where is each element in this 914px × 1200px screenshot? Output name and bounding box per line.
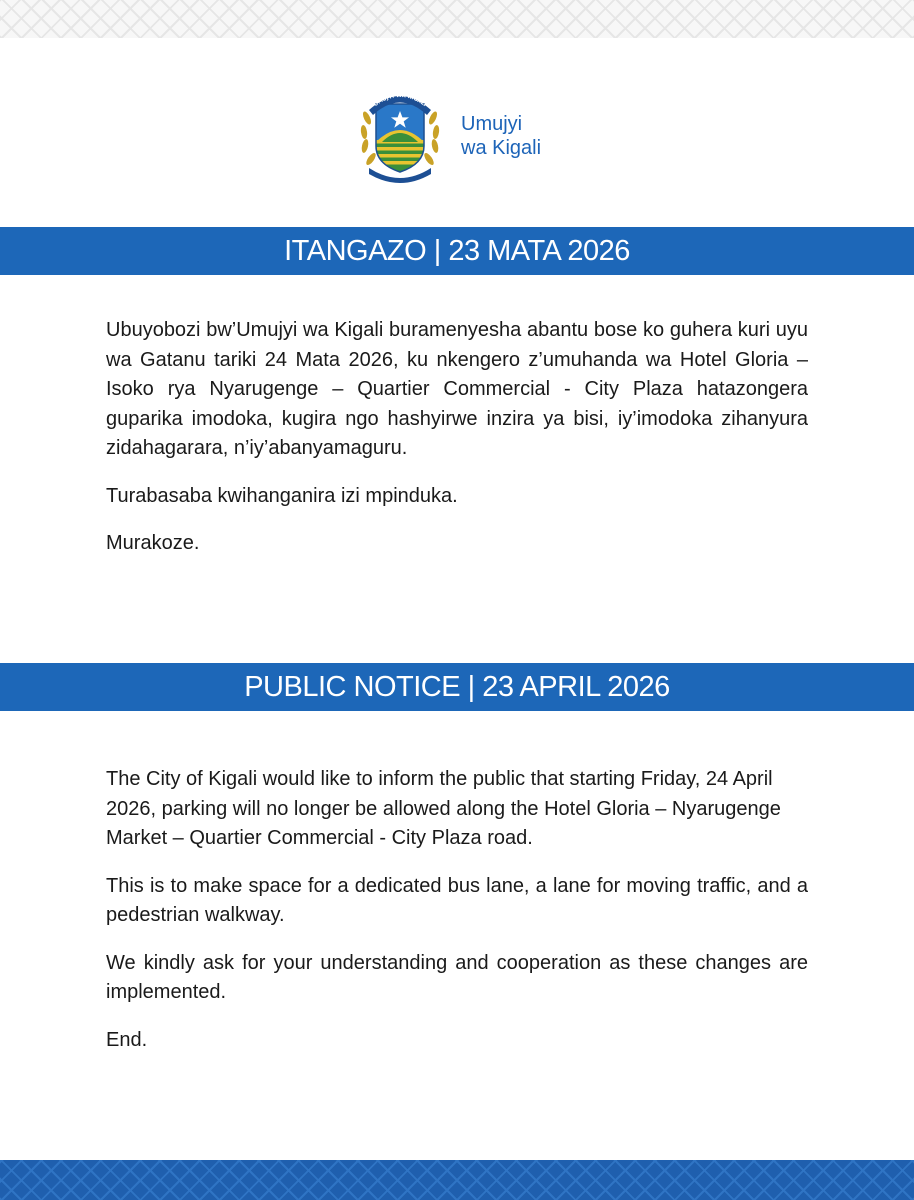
top-decorative-border [0,0,914,38]
city-name [461,112,541,160]
kinyarwanda-heading: ITANGAZO | 23 MATA 2026 [0,227,914,275]
svg-text:UMUJYI WA KIGALI: UMUJYI WA KIGALI [372,92,428,109]
english-paragraph-3: We kindly ask for your understanding and cooperation as these changes are implemented. [106,951,808,1003]
city-name-line1: Umujyi [461,113,523,135]
city-name-line2: wa Kigali [461,137,542,159]
english-heading: PUBLIC NOTICE | 23 APRIL 2026 [0,663,914,711]
kinyarwanda-paragraph-2: Turabasaba kwihanganira izi mpinduka. [106,484,458,507]
english-paragraph-1: The City of Kigali would like to inform the public that starting Friday, 24 April 2026, parking will no longer be allowed along the Hotel Gloria – Nyarugenge Market – Quartier Commercial - City Plaza road. [106,768,781,849]
svg-text:Serivisi zihuse kandi zinoze: Serivisi zihuse kandi zinoze [372,165,428,179]
english-closing: End. [106,1028,148,1051]
english-notice [106,765,808,1073]
city-logo [355,86,565,186]
city-seal-emblem [355,88,445,184]
kinyarwanda-paragraph-1: Ubuyobozi bw’Umujyi wa Kigali buramenyesha abantu bose ko guhera kuri uyu wa Gatanu tariki 24 Mata 2026, ku nkengero z’umuhanda wa Hotel Gloria – Isoko rya Nyarugenge – Quartier Commercial - City Plaza hatazongera guparika imodoka, kugira ngo hashyirwe inzira ya bisi, iy’imodoka zihanyura zidahagarara, n’iy’abanyamaguru. [106,319,808,459]
bottom-decorative-border [0,1160,914,1200]
english-paragraph-2: This is to make space for a dedicated bus lane, a lane for moving traffic, and a pedestrian walkway. [106,874,808,926]
kinyarwanda-closing: Murakoze. [106,532,200,554]
kinyarwanda-notice [106,316,808,577]
